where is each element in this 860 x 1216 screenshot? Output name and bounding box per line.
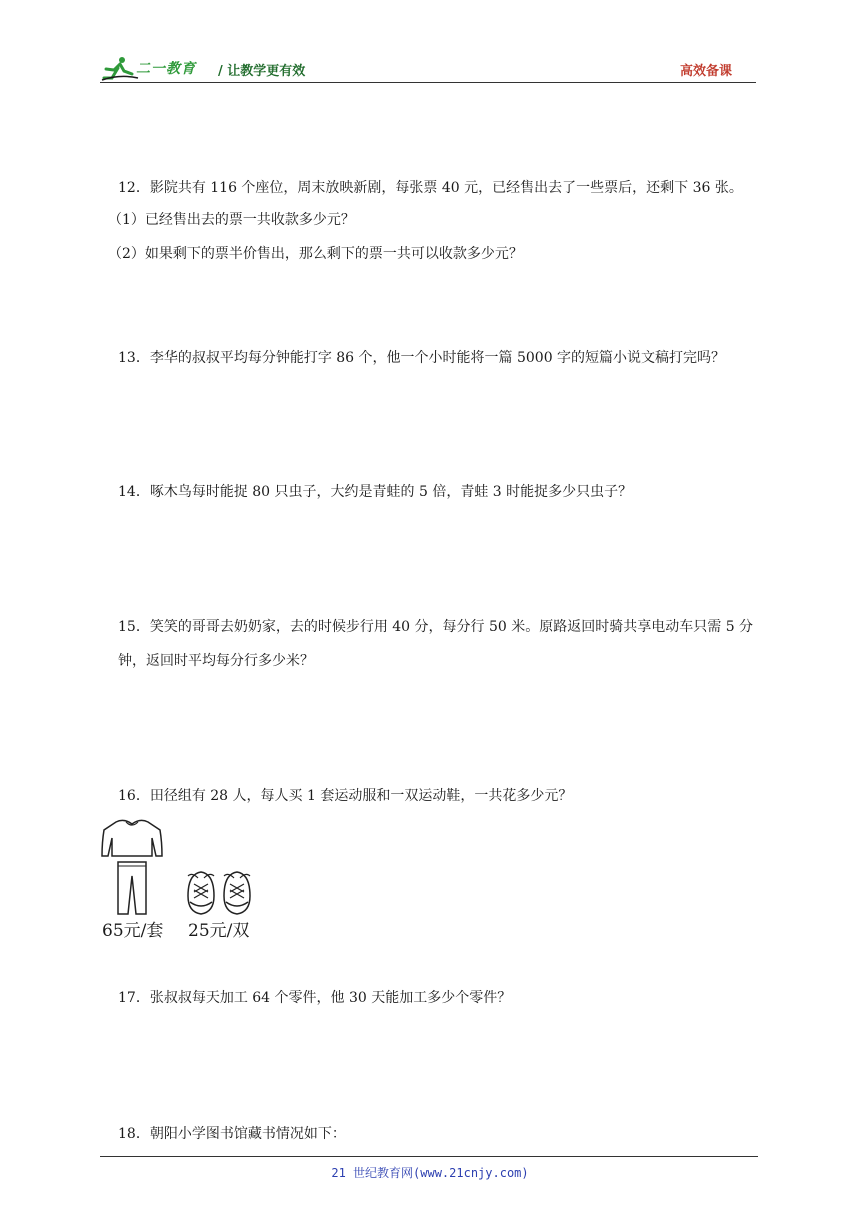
footer-text: 21 世纪教育网(www.21cnjy.com) (331, 1166, 529, 1180)
question-18: 18．朝阳小学图书馆藏书情况如下： (118, 1126, 346, 1142)
question-12: 12．影院共有 116 个座位，周末放映新剧，每张票 40 元，已经售出去了一些票后，还剩下 36 张。 (118, 180, 743, 196)
header-badge: 高效备课 (679, 64, 732, 79)
question-12-part-2: （2）如果剩下的票半价售出，那么剩下的票一共可以收款多少元？ (108, 246, 523, 262)
sneakers-icon (184, 866, 254, 920)
question-12-part-1: （1）已经售出去的票一共收款多少元？ (108, 212, 355, 228)
q16-price-figure (96, 816, 266, 946)
question-14: 14．啄木鸟每时能捉 80 只虫子，大约是青蛙的 5 倍，青蛙 3 时能捉多少只虫子？ (118, 484, 633, 500)
header-divider (100, 82, 756, 83)
question-17: 17．张叔叔每天加工 64 个零件，他 30 天能加工多少个零件？ (118, 990, 512, 1006)
runner-logo-icon (100, 56, 140, 82)
question-15: 15．笑笑的哥哥去奶奶家，去的时候步行用 40 分，每分行 50 米。原路返回时骑共享电动车只需 5 分钟，返回时平均每分行多少米？ (118, 619, 754, 669)
footer-divider (100, 1156, 758, 1157)
question-16: 16．田径组有 28 人，每人买 1 套运动服和一双运动鞋，一共花多少元？ (118, 788, 573, 804)
tracksuit-icon (100, 816, 164, 916)
slogan: / 让教学更有效 (218, 64, 306, 79)
shoes-price: 25元/双 (188, 921, 250, 941)
clothes-price: 65元/套 (102, 921, 164, 941)
question-13: 13．李华的叔叔平均每分钟能打字 86 个，他一个小时能将一篇 5000 字的短篇小说文稿打完吗？ (118, 350, 726, 366)
brand-name: 二一教育 (136, 61, 196, 77)
page-header (100, 56, 756, 82)
